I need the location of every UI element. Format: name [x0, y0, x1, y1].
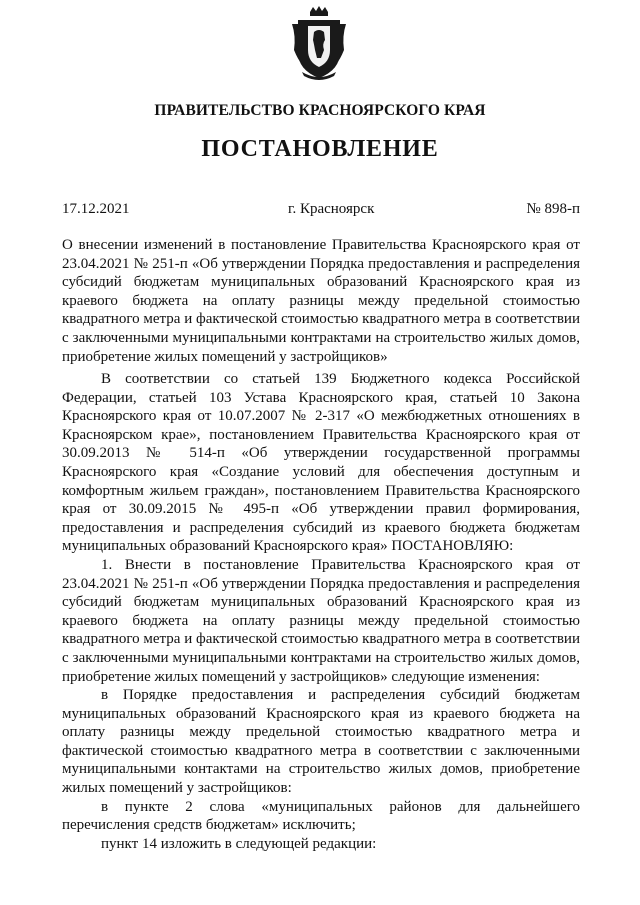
paragraph-point-2: в пункте 2 слова «муниципальных районов для дальнейшего перечисления средств бюджетам» исключить;	[62, 798, 580, 834]
paragraph-point-14: пункт 14 изложить в следующей редакции:	[101, 835, 377, 852]
government-title: ПРАВИТЕЛЬСТВО КРАСНОЯРСКОГО КРАЯ	[154, 102, 486, 119]
document-type-title: ПОСТАНОВЛЕНИЕ	[201, 136, 439, 162]
coat-of-arms-icon	[288, 6, 350, 82]
document-number: № 898-п	[526, 201, 580, 217]
paragraph-item-1: 1. Внести в постановление Правительства Красноярского края от 23.04.2021 № 251-п «Об утверждении Порядка предоставления и распределения субсидий бюджетам муниципальных образований Красноярского края из краевого бюджета на оплату разницы между предельной стоимостью квадратного метра и фактической стоимостью квадратного метра в соответствии с заключенными муниципальными контрактами на строительство жилых домов, приобретение жилых помещений у застройщиков» следующие изменения:	[62, 556, 580, 685]
document-body	[62, 370, 580, 853]
paragraph-preamble: В соответствии со статьей 139 Бюджетного кодекса Российской Федерации, статьей 103 Устава Красноярского края, статьей 10 Закона Красноярского края от 10.07.2007 № 2-317 «О межбюджетных отношениях в Красноярском крае», постановлением Правительства Красноярского края от 30.09.2013 № 514-п «Об утверждении государственной программы Красноярского края «Создание условий для обеспечения доступным и комфортным жильем граждан», постановлением Правительства Красноярского края от 30.09.2015 № 495-п «Об утверждении правил формирования, предоставления и распределения субсидий из краевого бюджета бюджетам муниципальных образований Красноярского края» ПОСТАНОВЛЯЮ:	[62, 371, 580, 555]
document-date: 17.12.2021	[62, 201, 130, 217]
document-city: г. Красноярск	[288, 201, 375, 217]
paragraph-order: в Порядке предоставления и распределения субсидий бюджетам муниципальных образований Красноярского края из краевого бюджета на оплату разницы между предельной стоимостью квадратного метра и фактической стоимостью квадратного метра в соответствии с заключенными муниципальными контактами на строительство жилых домов, приобретение жилых помещений у застройщиков:	[62, 687, 580, 797]
document-subject: О внесении изменений в постановление Правительства Красноярского края от 23.04.2021 № 251-п «Об утверждении Порядка предоставления и распределения субсидий бюджетам муниципальных образований Красноярского края из краевого бюджета на оплату разницы между предельной стоимостью квадратного метра и фактической стоимостью квадратного метра в соответствии с заключенными муниципальными контрактами на строительство жилых домов, приобретение жилых помещений у застройщиков»	[62, 237, 580, 365]
document-meta	[62, 201, 580, 221]
